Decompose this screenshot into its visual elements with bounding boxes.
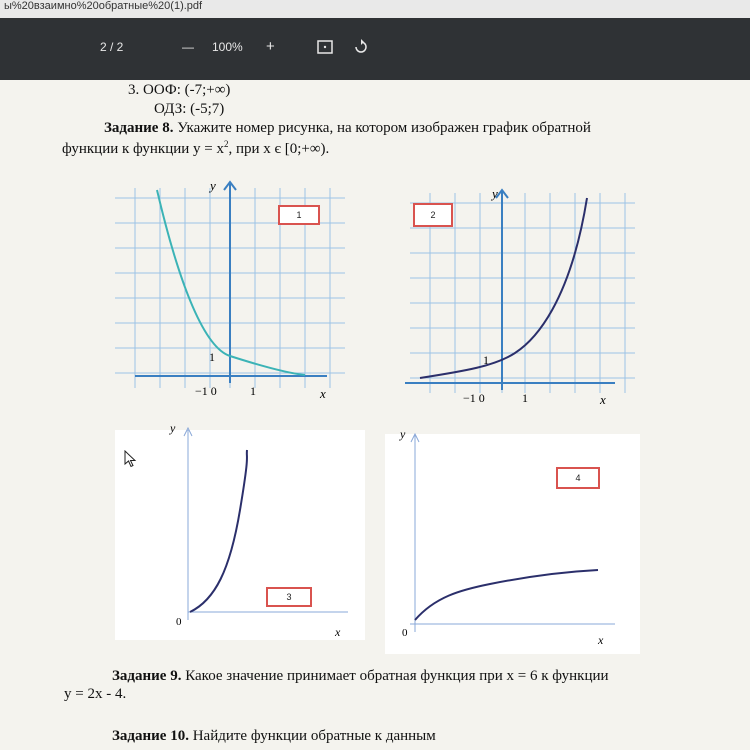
graph-4-zero: 0 [402, 627, 408, 639]
task8-func: функции к функции y = x [62, 141, 224, 157]
task8-text: Укажите номер рисунка, на котором изображен график обратной [177, 120, 591, 136]
pdf-page [0, 80, 750, 750]
graph-1-xtick1: 1 [250, 384, 256, 398]
graph-2-xticks: −1 0 [463, 391, 485, 405]
task9-label: Задание 9. [112, 668, 182, 684]
task10-text: Найдите функции обратные к данным [192, 728, 436, 744]
graph-1-tick-one: 1 [209, 350, 215, 364]
zoom-out-button[interactable]: — [182, 40, 194, 54]
mouse-pointer-icon [124, 450, 138, 468]
graph-3-y-label: y [170, 421, 176, 435]
page-indicator[interactable]: 2 / 2 [100, 40, 124, 54]
task8-domain: , при x є [0;+∞). [228, 141, 330, 157]
window-title-bar [0, 0, 750, 18]
graph-1-x-label: x [320, 386, 326, 401]
task9-line1 [112, 668, 609, 685]
task8-line1 [104, 120, 591, 137]
graph-4-badge: 4 [556, 467, 600, 489]
graph-2-x-label: x [600, 392, 606, 407]
graph-2-tick-one: 1 [483, 353, 489, 367]
graph-2-badge: 2 [413, 203, 453, 227]
zoom-level: 100% [212, 40, 243, 54]
rotate-icon[interactable] [350, 36, 372, 58]
task9-text: Какое значение принимает обратная функция при x = 6 к функции [185, 668, 609, 684]
graph-2-y-label: y [492, 188, 498, 201]
odz-line: ОДЗ: (-5;7) [154, 101, 225, 117]
ooф-line: 3. ООФ: (-7;+∞) [128, 82, 231, 98]
graph-3-badge: 3 [266, 587, 312, 607]
zoom-in-button[interactable]: + [266, 38, 275, 55]
graph-3-zero: 0 [176, 616, 182, 628]
graph-3-x-label: x [335, 625, 341, 639]
graph-2-xtick1: 1 [522, 391, 528, 405]
pdf-toolbar [0, 18, 750, 80]
graph-3 [110, 420, 370, 650]
task8-exponent: 2 [223, 139, 229, 149]
task10-line [112, 728, 436, 745]
task8-label: Задание 8. [104, 120, 174, 136]
graph-4-x-label: x [598, 633, 604, 647]
task8-line2 [62, 139, 329, 158]
graph-1-badge: 1 [278, 205, 320, 225]
graph-4-y-label: y [400, 427, 406, 441]
graph-4 [380, 422, 645, 657]
graph-1-y-label: y [210, 178, 216, 193]
task10-label: Задание 10. [112, 728, 189, 744]
graph-1 [105, 178, 375, 408]
graph-1-xticks: −1 0 [195, 384, 217, 398]
fit-page-icon[interactable] [314, 36, 336, 58]
task9-line2: y = 2x - 4. [64, 686, 127, 702]
file-name: ы%20взаимно%20обратные%20(1).pdf [4, 0, 203, 12]
